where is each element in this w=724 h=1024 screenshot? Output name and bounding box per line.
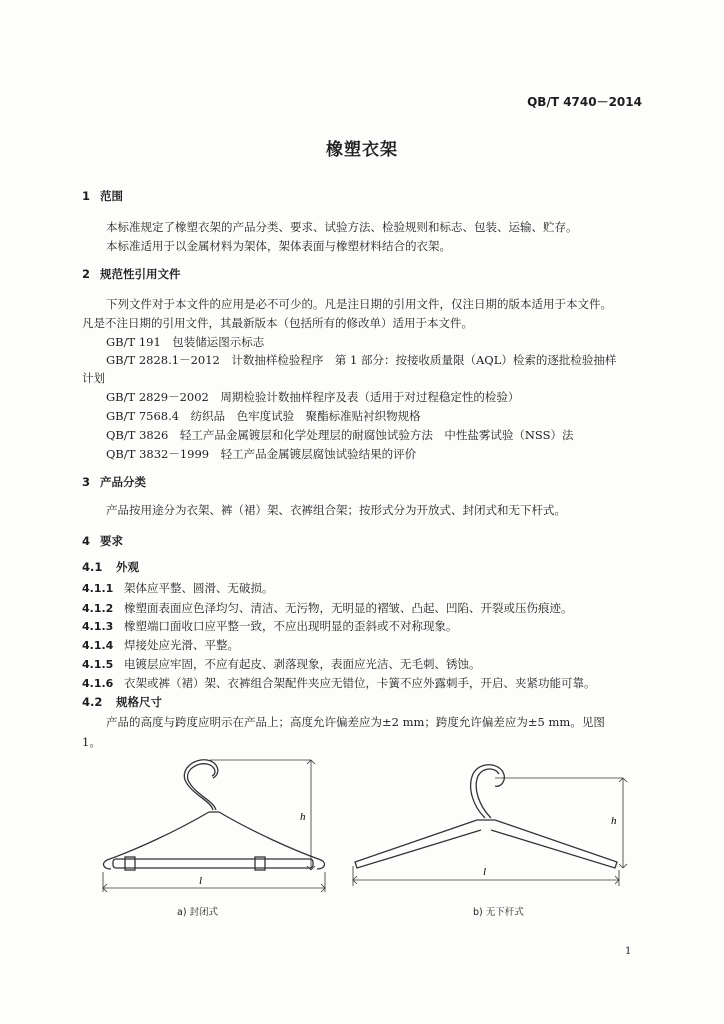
normative-reference: QB/T 3832－1999 轻工产品金属镀层腐蚀试验结果的评价 bbox=[106, 447, 417, 461]
hanger-open-figure bbox=[345, 758, 640, 893]
section-2-intro-line-2: 凡是不注日期的引用文件，其最新版本（包括所有的修改单）适用于本文件。 bbox=[82, 316, 473, 330]
hanger-closed-figure bbox=[95, 752, 335, 897]
normative-reference: GB/T 7568.4 纺织品 色牢度试验 聚酯标准贴衬织物规格 bbox=[106, 409, 421, 423]
page-number: 1 bbox=[625, 946, 632, 957]
subsection-4-2-heading: 4.2 规格尺寸 bbox=[82, 695, 162, 709]
normative-reference: GB/T 2828.1－2012 计数抽样检验程序 第 1 部分：按接收质量限（AQL）检索的逐批检验抽样 bbox=[106, 353, 617, 367]
normative-reference: QB/T 3826 轻工产品金属镀层和化学处理层的耐腐蚀试验方法 中性盐雾试验（NSS）法 bbox=[106, 428, 574, 442]
normative-reference-continuation: 计划 bbox=[82, 371, 105, 385]
figure-a-caption: a) 封闭式 bbox=[177, 907, 219, 918]
normative-reference: GB/T 2829－2002 周期检验计数抽样程序及表（适用于对过程稳定性的检验） bbox=[106, 390, 520, 404]
subsection-4-1-heading: 4.1 外观 bbox=[82, 560, 139, 574]
clause: 4.1.6 衣架或裤（裙）架、衣裤组合架配件夹应无错位，卡簧不应外露刺手，开启、夹紧功能可靠。 bbox=[82, 676, 596, 690]
length-label: l bbox=[199, 875, 203, 887]
height-label: h bbox=[611, 815, 617, 827]
clause: 4.1.1 架体应平整、圆滑、无破损。 bbox=[82, 581, 274, 595]
section-4-heading: 4 要求 bbox=[82, 534, 123, 548]
subsection-4-2-paragraph-line-2: 1。 bbox=[82, 735, 101, 749]
clause: 4.1.4 焊接处应光滑、平整。 bbox=[82, 638, 239, 652]
section-1-paragraph-2: 本标准适用于以金属材料为架体，架体表面与橡塑材料结合的衣架。 bbox=[106, 239, 451, 253]
standard-code: QB/T 4740－2014 bbox=[527, 95, 642, 109]
figure-b-caption: b) 无下杆式 bbox=[473, 907, 524, 918]
clause: 4.1.3 橡塑端口面收口应平整一致，不应出现明显的歪斜或不对称现象。 bbox=[82, 619, 458, 633]
subsection-4-2-paragraph-line-1: 产品的高度与跨度应明示在产品上；高度允许偏差应为±2 mm；跨度允许偏差应为±5 mm。见图 bbox=[106, 715, 605, 729]
length-label: l bbox=[483, 866, 487, 878]
normative-reference: GB/T 191 包装储运图示标志 bbox=[106, 335, 265, 349]
clause: 4.1.5 电镀层应牢固，不应有起皮、剥落现象，表面应光洁、无毛刺、锈蚀。 bbox=[82, 657, 481, 671]
section-3-heading: 3 产品分类 bbox=[82, 475, 146, 489]
clause: 4.1.2 橡塑面表面应色泽均匀、清洁、无污物，无明显的褶皱、凸起、凹陷、开裂或压伤痕迹。 bbox=[82, 601, 573, 615]
section-2-intro-line-1: 下列文件对于本文件的应用是必不可少的。凡是注日期的引用文件，仅注日期的版本适用于本文件。 bbox=[106, 297, 612, 311]
section-1-heading: 1 范围 bbox=[82, 189, 123, 203]
section-3-paragraph: 产品按用途分为衣架、裤（裙）架、衣裤组合架；按形式分为开放式、封闭式和无下杆式。 bbox=[106, 503, 566, 517]
document-title: 橡塑衣架 bbox=[326, 140, 398, 160]
height-label: h bbox=[300, 811, 306, 823]
section-1-paragraph-1: 本标准规定了橡塑衣架的产品分类、要求、试验方法、检验规则和标志、包装、运输、贮存。 bbox=[106, 220, 578, 234]
section-2-heading: 2 规范性引用文件 bbox=[82, 267, 181, 281]
